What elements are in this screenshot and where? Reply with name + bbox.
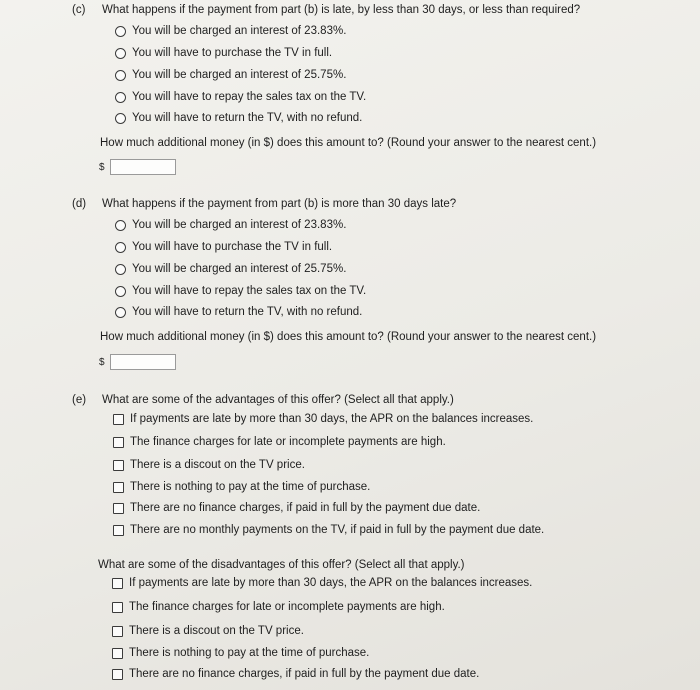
question-c-letter: (c) xyxy=(72,4,86,16)
radio-option-c-3[interactable] xyxy=(115,69,346,81)
answer-input-c[interactable] xyxy=(110,159,176,175)
radio-button-icon[interactable] xyxy=(115,264,126,275)
checkbox-option-e2-2[interactable] xyxy=(112,601,445,613)
radio-option-c-2[interactable] xyxy=(115,47,332,59)
checkbox-icon[interactable] xyxy=(112,669,123,680)
radio-option-c-1[interactable] xyxy=(115,25,346,37)
radio-button-icon[interactable] xyxy=(115,26,126,37)
checkbox-option-e2-3[interactable] xyxy=(112,625,304,637)
checkbox-option-e2-1[interactable] xyxy=(112,577,532,589)
checkbox-option-e-5[interactable] xyxy=(113,502,480,514)
checkbox-icon[interactable] xyxy=(112,648,123,659)
checkbox-icon[interactable] xyxy=(113,525,124,536)
checkbox-option-label: There is a discout on the TV price. xyxy=(129,625,304,637)
checkbox-icon[interactable] xyxy=(113,414,124,425)
radio-button-icon[interactable] xyxy=(115,220,126,231)
radio-option-d-1[interactable] xyxy=(115,219,346,231)
radio-option-c-5[interactable] xyxy=(115,112,362,124)
radio-option-label: You will have to return the TV, with no refund. xyxy=(132,306,363,318)
checkbox-option-label: There are no monthly payments on the TV, if paid in full by the payment due date. xyxy=(130,524,545,536)
radio-option-label: You will be charged an interest of 25.75%. xyxy=(132,263,347,275)
checkbox-option-label: There is nothing to pay at the time of purchase. xyxy=(129,647,370,659)
additional-money-prompt-c: How much additional money (in $) does this amount to? (Round your answer to the nearest cent.) xyxy=(100,137,597,149)
radio-option-d-5[interactable] xyxy=(115,306,362,318)
radio-button-icon[interactable] xyxy=(115,70,126,81)
dollar-sign: $ xyxy=(99,356,105,368)
checkbox-icon[interactable] xyxy=(112,626,123,637)
dollar-sign: $ xyxy=(99,161,105,173)
question-d-text: What happens if the payment from part (b) is more than 30 days late? xyxy=(102,198,457,210)
checkbox-option-e2-5[interactable] xyxy=(112,668,479,680)
radio-option-label: You will have to repay the sales tax on the TV. xyxy=(132,91,367,103)
checkbox-option-label: If payments are late by more than 30 days, the APR on the balances increases. xyxy=(129,577,533,589)
checkbox-option-e2-4[interactable] xyxy=(112,647,369,659)
radio-option-d-4[interactable] xyxy=(115,285,366,297)
radio-button-icon[interactable] xyxy=(115,48,126,59)
question-e-letter: (e) xyxy=(72,394,87,406)
radio-option-label: You will be charged an interest of 25.75%. xyxy=(132,69,347,81)
radio-button-icon[interactable] xyxy=(115,242,126,253)
radio-button-icon[interactable] xyxy=(115,113,126,124)
radio-option-d-3[interactable] xyxy=(115,263,346,275)
checkbox-option-e-6[interactable] xyxy=(113,524,544,536)
checkbox-option-e-4[interactable] xyxy=(113,481,370,493)
radio-option-label: You will be charged an interest of 23.83%. xyxy=(132,219,347,231)
radio-option-label: You will have to return the TV, with no refund. xyxy=(132,112,363,124)
checkbox-option-label: There are no finance charges, if paid in full by the payment due date. xyxy=(130,502,481,514)
checkbox-option-label: There is a discout on the TV price. xyxy=(130,459,305,471)
checkbox-option-e-2[interactable] xyxy=(113,436,446,448)
radio-option-label: You will be charged an interest of 23.83%. xyxy=(132,25,347,37)
additional-money-prompt-d: How much additional money (in $) does this amount to? (Round your answer to the nearest cent.) xyxy=(100,331,597,343)
money-answer-c xyxy=(99,159,176,175)
question-e-text: What are some of the advantages of this offer? (Select all that apply.) xyxy=(102,394,454,406)
checkbox-icon[interactable] xyxy=(113,503,124,514)
checkbox-icon[interactable] xyxy=(113,482,124,493)
radio-button-icon[interactable] xyxy=(115,286,126,297)
question-e-header xyxy=(72,394,454,406)
question-c-header xyxy=(72,4,580,16)
question-c-text: What happens if the payment from part (b) is late, by less than 30 days, or less than required? xyxy=(102,4,581,16)
radio-option-d-2[interactable] xyxy=(115,241,332,253)
radio-option-label: You will have to purchase the TV in full. xyxy=(132,47,333,59)
checkbox-icon[interactable] xyxy=(112,578,123,589)
checkbox-icon[interactable] xyxy=(113,460,124,471)
checkbox-option-label: There is nothing to pay at the time of purchase. xyxy=(130,481,371,493)
question-d-header xyxy=(72,198,456,210)
answer-input-d[interactable] xyxy=(110,354,176,370)
checkbox-option-label: The finance charges for late or incomplete payments are high. xyxy=(130,436,446,448)
question-d-letter: (d) xyxy=(72,198,87,210)
checkbox-icon[interactable] xyxy=(113,437,124,448)
checkbox-option-label: There are no finance charges, if paid in full by the payment due date. xyxy=(129,668,480,680)
checkbox-icon[interactable] xyxy=(112,602,123,613)
radio-option-c-4[interactable] xyxy=(115,91,366,103)
radio-option-label: You will have to repay the sales tax on the TV. xyxy=(132,285,367,297)
checkbox-option-label: The finance charges for late or incomplete payments are high. xyxy=(129,601,445,613)
disadvantages-question: What are some of the disadvantages of this offer? (Select all that apply.) xyxy=(98,559,465,571)
money-answer-d xyxy=(99,354,176,370)
checkbox-option-e-1[interactable] xyxy=(113,413,533,425)
radio-button-icon[interactable] xyxy=(115,92,126,103)
radio-option-label: You will have to purchase the TV in full. xyxy=(132,241,333,253)
radio-button-icon[interactable] xyxy=(115,307,126,318)
checkbox-option-e-3[interactable] xyxy=(113,459,305,471)
checkbox-option-label: If payments are late by more than 30 days, the APR on the balances increases. xyxy=(130,413,534,425)
